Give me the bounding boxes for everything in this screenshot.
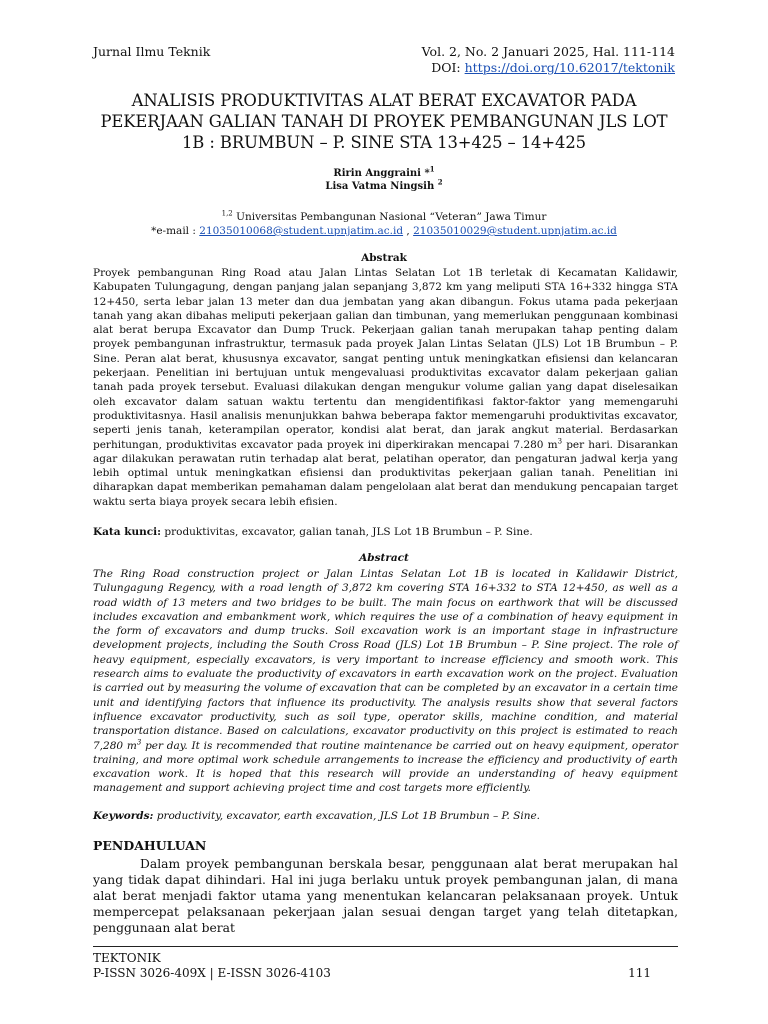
abstrak-body: Proyek pembangunan Ring Road atau Jalan Lintas Selatan Lot 1B terletak di Kecamatan Kalidawir, Kabupaten Tulungagung, dengan panjang jalan sepanjang 3,872 km yang meliputi STA 16+332 hingga STA 12+450, serta lebar jalan 13 meter dan dua jembatan yang akan dibangun. Fokus utama pada pekerjaan tanah yang akan dibahas meliputi pekerjaan galian dan timbunan, yang memerlukan penggunaan kombinasi alat berat berupa Excavator dan Dump Truck. Pekerjaan galian tanah merupakan tahap penting dalam proyek pembangunan infrastruktur, termasuk pada proyek Jalan Lintas Selatan (JLS) Lot 1B Brumbun – P. Sine. Peran alat berat, khususnya excavator, sangat penting untuk meningkatkan efisiensi dan kelancaran pekerjaan. Penelitian ini bertujuan untuk mengevaluasi produktivitas excavator dalam pekerjaan galian tanah pada proyek tersebut. Evaluasi dilakukan dengan mengukur volume galian yang dapat diselesaikan oleh excavator dalam satuan waktu tertentu dan mengidentifikasi faktor-faktor yang memengaruhi produktivitasnya. Hasil analisis menunjukkan bahwa beberapa faktor memengaruhi produktivitas excavator, seperti jenis tanah, keterampilan operator, kondisi alat berat, dan jarak angkut material. Berdasarkan perhitungan, produktivitas excavator pada proyek ini diperkirakan mencapai 7.280 (93, 267, 678, 451)
doi-line (422, 60, 675, 76)
kata-kunci-label: Kata kunci: (93, 526, 162, 538)
affiliation-line (0, 210, 768, 224)
abstract-heading: Abstract (359, 552, 409, 564)
section-body: Dalam proyek pembangunan berskala besar, penggunaan alat berat merupakan hal yang tidak dapat dihindari. Hal ini juga berlaku untuk proyek pembangunan jalan, di mana alat berat menjadi faktor utama yang menentukan kelancaran pelaksanaan proyek. Untuk mempercepat pelaksanaan pekerjaan jalan sesuai dengan target yang telah ditetapkan, penggunaan alat berat (93, 857, 678, 935)
email-link-2[interactable]: 21035010029@student.upnjatim.ac.id (413, 225, 617, 237)
abstract-text (93, 567, 678, 796)
page-number: 111 (628, 966, 651, 980)
volume-info: Vol. 2, No. 2 Januari 2025, Hal. 111-114 (421, 44, 675, 59)
abstrak-unit-sup: 3 (557, 437, 563, 446)
abstrak-heading: Abstrak (361, 252, 407, 264)
keywords (93, 810, 540, 822)
author-list (0, 164, 768, 193)
keywords-label: Keywords: (93, 810, 154, 822)
email-separator: , (403, 225, 414, 237)
affiliation-sup: 1,2 (221, 209, 233, 218)
section-heading: PENDAHULUAN (93, 838, 207, 853)
author-1 (0, 164, 768, 180)
footer-divider (93, 946, 678, 947)
abstrak-text (93, 266, 678, 509)
author-2 (0, 177, 768, 193)
author-2-sup: 2 (437, 177, 443, 187)
abstract-unit-sup: 3 (136, 738, 142, 747)
keywords-text: productivity, excavator, earth excavation, JLS Lot 1B Brumbun – P. Sine. (153, 810, 541, 822)
kata-kunci-text: produktivitas, excavator, galian tanah, JLS Lot 1B Brumbun – P. Sine. (161, 526, 533, 538)
kata-kunci (93, 526, 533, 538)
email-line (0, 224, 768, 238)
doi-label: DOI: (431, 60, 461, 75)
email-label: *e-mail : (151, 225, 200, 237)
abstrak-body-after: per hari. Disarankan agar dilakukan perawatan rutin terhadap alat berat, pelatihan operator, dan pengaturan jadwal kerja yang lebih optimal untuk meningkatkan efisiensi dan produktivitas pekerjaan galian tanah. Penelitian ini diharapkan dapat memberikan pemahaman dalam pengelolaan alat berat dan mendukung pencapaian target waktu serta biaya proyek secara lebih efisien. (93, 438, 679, 508)
abstract-body: The Ring Road construction project or Jalan Lintas Selatan Lot 1B is located in Kalidawir District, Tulungagung Regency, with a road length of 3,872 km covering STA 16+332 to STA 12+450, as well as a road width of 13 meters and two bridges to be built. The main focus on earthwork that will be discussed includes excavation and embankment work, which requires the use of a combination of heavy equipment in the form of excavators and dump trucks. Soil excavation work is an important stage in infrastructure development projects, including the South Cross Road (JLS) Lot 1B Brumbun – P. Sine project. The role of heavy equipment, especially excavators, is very important to increase efficiency and smooth work. This research aims to evaluate the productivity of excavators in earth excavation work on the project. Evaluation is carried out by measuring the volume of excavation that can be completed by an excavator in a certain time unit and identifying factors that influence its productivity. The analysis results show that several factors influence excavator productivity, such as soil type, operator skills, machine condition, and material transportation distance. Based on calculations, excavator productivity on this project is estimated to reach 7,280 m (93, 568, 678, 752)
footer-journal: TEKTONIK (93, 951, 161, 965)
email-link-1[interactable]: 21035010068@student.upnjatim.ac.id (199, 225, 404, 237)
abstrak-unit: m (547, 438, 558, 451)
doi-link[interactable]: https://doi.org/10.62017/tektonik (464, 60, 675, 75)
author-2-name: Lisa Vatma Ningsih (325, 181, 438, 192)
author-1-name: Ririn Anggraini * (333, 168, 430, 179)
footer-issn: P-ISSN 3026-409X | E-ISSN 3026-4103 (93, 966, 331, 980)
journal-name: Jurnal Ilmu Teknik (93, 44, 211, 59)
affiliation (0, 210, 768, 238)
author-1-sup: 1 (429, 164, 435, 174)
abstract-body-after: per day. It is recommended that routine maintenance be carried out on heavy equipment, operator training, and more optimal work schedule arrangements to increase the efficiency and productivity of earth excavation work. It is hoped that this research will provide an understanding of heavy equipment management and support achieving project time and cost targets more efficiently. (93, 739, 679, 795)
header-meta (422, 44, 675, 76)
affiliation-text: Universitas Pembangunan Nasional “Veteran” Jawa Timur (232, 211, 547, 223)
paper-title: ANALISIS PRODUKTIVITAS ALAT BERAT EXCAVATOR PADA PEKERJAAN GALIAN TANAH DI PROYEK PEMBANGUNAN JLS LOT 1B : BRUMBUN – P. SINE STA 13+425 – 14+425 (100, 91, 668, 152)
